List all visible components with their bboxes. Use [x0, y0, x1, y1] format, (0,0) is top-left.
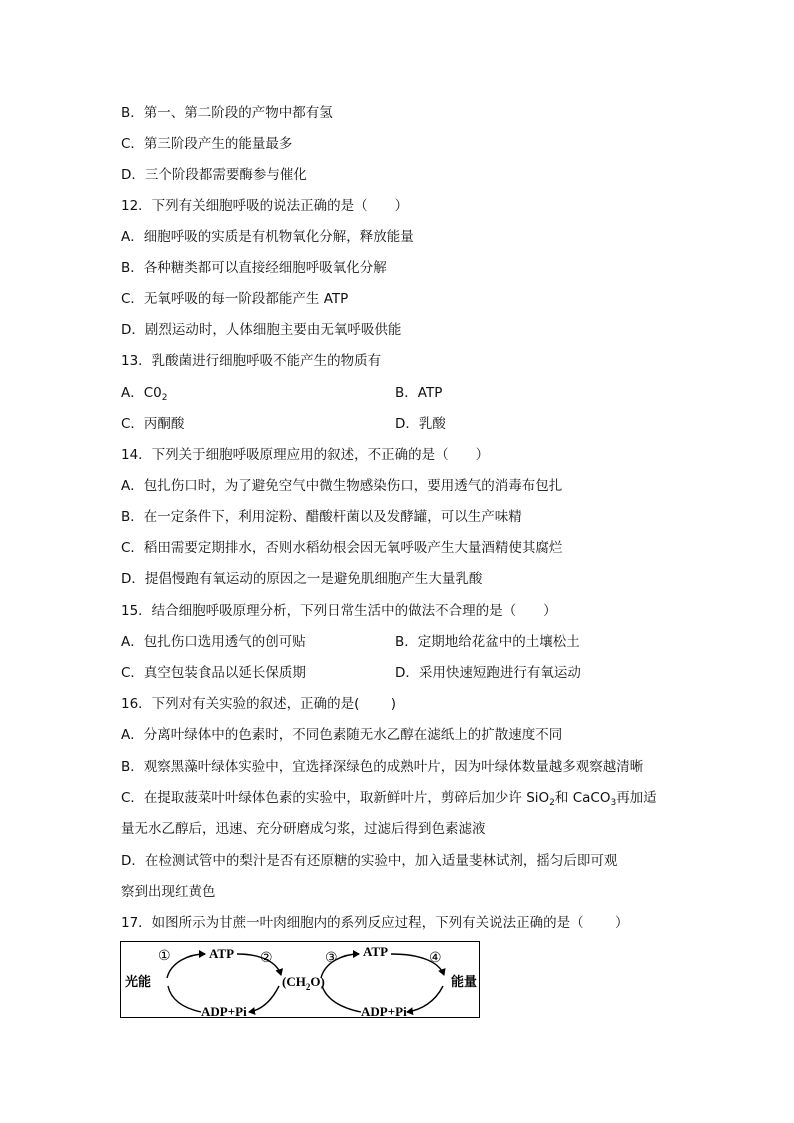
q15-option-d: D．采用快速短跑进行有氧运动 — [395, 665, 581, 681]
q12-option-b: B．各种糖类都可以直接经细胞呼吸氧化分解 — [121, 260, 387, 276]
q16-option-c-continued: 量无水乙醇后，迅速、充分研磨成匀浆，过滤后得到色素滤液 — [121, 821, 486, 837]
q12-stem: 12．下列有关细胞呼吸的说法正确的是（ ） — [121, 198, 409, 214]
q16-option-c-sub-1: 2 — [549, 798, 555, 808]
q15-option-a: A．包扎伤口选用透气的创可贴 — [121, 634, 306, 650]
q17-stem: 17．如图所示为甘蔗一叶肉细胞内的系列反应过程，下列有关说法正确的是（ ） — [121, 915, 629, 931]
q16-option-d: D．在检测试管中的梨汁是否有还原糖的实验中，加入适量斐林试剂，摇匀后即可观 — [121, 853, 618, 869]
arrow-right-lower-path — [322, 986, 361, 1012]
q16-option-a: A．分离叶绿体中的色素时，不同色素随无水乙醇在滤纸上的扩散速度不同 — [121, 727, 563, 743]
q13-option-a — [121, 383, 168, 408]
q16-option-c-text-2: 和 CaCO — [554, 790, 611, 806]
q11-option-d: D．三个阶段都需要酶参与催化 — [121, 167, 307, 183]
q13-option-a-text: A．C0 — [121, 385, 162, 401]
q12-option-d: D．剧烈运动时，人体细胞主要由无氧呼吸供能 — [121, 322, 402, 338]
step-2-marker: ② — [260, 951, 273, 966]
q14-option-d: D．提倡慢跑有氧运动的原因之一是避免肌细胞产生大量乳酸 — [121, 571, 483, 587]
q16-option-c-text-1: C．在提取菠菜叶叶绿体色素的实验中，取新鲜叶片，剪碎后加少许 SiO — [121, 790, 550, 806]
adp-right-label: ADP+Pi — [361, 1004, 407, 1017]
ch2o-sub: 2 — [305, 982, 311, 992]
q16-option-c-text-3: 再加适 — [616, 790, 657, 806]
reaction-diagram — [120, 941, 480, 1018]
step-1-marker: ① — [158, 949, 171, 964]
q14-stem: 14．下列关于细胞呼吸原理应用的叙述，不正确的是（ ） — [121, 447, 490, 463]
arrow-left-lower-path — [168, 986, 201, 1012]
atp-right-label: ATP — [363, 944, 389, 959]
atp-left-label: ATP — [209, 946, 235, 961]
q14-option-a: A．包扎伤口时，为了避免空气中微生物感染伤口，要用透气的消毒布包扎 — [121, 478, 563, 494]
reaction-diagram-svg — [121, 942, 479, 1017]
arrow-2-path — [237, 954, 281, 975]
q15-option-c: C．真空包装食品以延长保质期 — [121, 665, 306, 681]
q12-option-a: A．细胞呼吸的实质是有机物氧化分解，释放能量 — [121, 229, 414, 245]
q13-option-b: B．ATP — [395, 385, 443, 401]
ch2o-prefix: (CH — [282, 974, 306, 989]
q16-option-c — [121, 788, 657, 813]
q13-option-c: C．丙酮酸 — [121, 416, 185, 432]
q15-stem: 15．结合细胞呼吸原理分析，下列日常生活中的做法不合理的是（ ） — [121, 603, 557, 619]
q14-option-b: B．在一定条件下，利用淀粉、醋酸杆菌以及发酵罐，可以生产味精 — [121, 509, 522, 525]
q11-option-b: B．第一、第二阶段的产物中都有氢 — [121, 105, 333, 121]
light-energy-label: 光能 — [125, 974, 152, 989]
q15-option-b: B．定期地给花盆中的土壤松土 — [395, 634, 580, 650]
energy-label: 能量 — [451, 974, 478, 989]
ch2o-suffix: O) — [310, 974, 325, 989]
step-3-marker: ③ — [325, 951, 338, 966]
q16-stem: 16．下列对有关实验的叙述，正确的是( ) — [121, 696, 397, 712]
q14-option-c: C．稻田需要定期排水，否则水稻幼根会因无氧呼吸产生大量酒精使其腐烂 — [121, 540, 563, 556]
q16-option-b: B．观察黑藻叶绿体实验中，宜选择深绿色的成熟叶片，因为叶绿体数量越多观察越清晰 — [121, 759, 644, 775]
q16-option-d-continued: 察到出现红黄色 — [121, 884, 216, 900]
arrow-right-return-path — [407, 986, 443, 1012]
q12-option-c: C．无氧呼吸的每一阶段都能产生 ATP — [121, 291, 349, 307]
q11-option-c: C．第三阶段产生的能量最多 — [121, 136, 293, 152]
arrow-left-return-path — [249, 986, 279, 1012]
adp-left-label: ADP+Pi — [201, 1004, 247, 1017]
q16-option-c-sub-2: 3 — [610, 798, 617, 808]
ch2o-label — [282, 974, 325, 992]
q13-option-d: D．乳酸 — [395, 416, 446, 432]
q13-stem: 13．乳酸菌进行细胞呼吸不能产生的物质有 — [121, 353, 382, 369]
arrow-1-path — [167, 954, 205, 978]
step-4-marker: ④ — [429, 951, 442, 966]
q13-option-a-sub: 2 — [161, 393, 168, 403]
